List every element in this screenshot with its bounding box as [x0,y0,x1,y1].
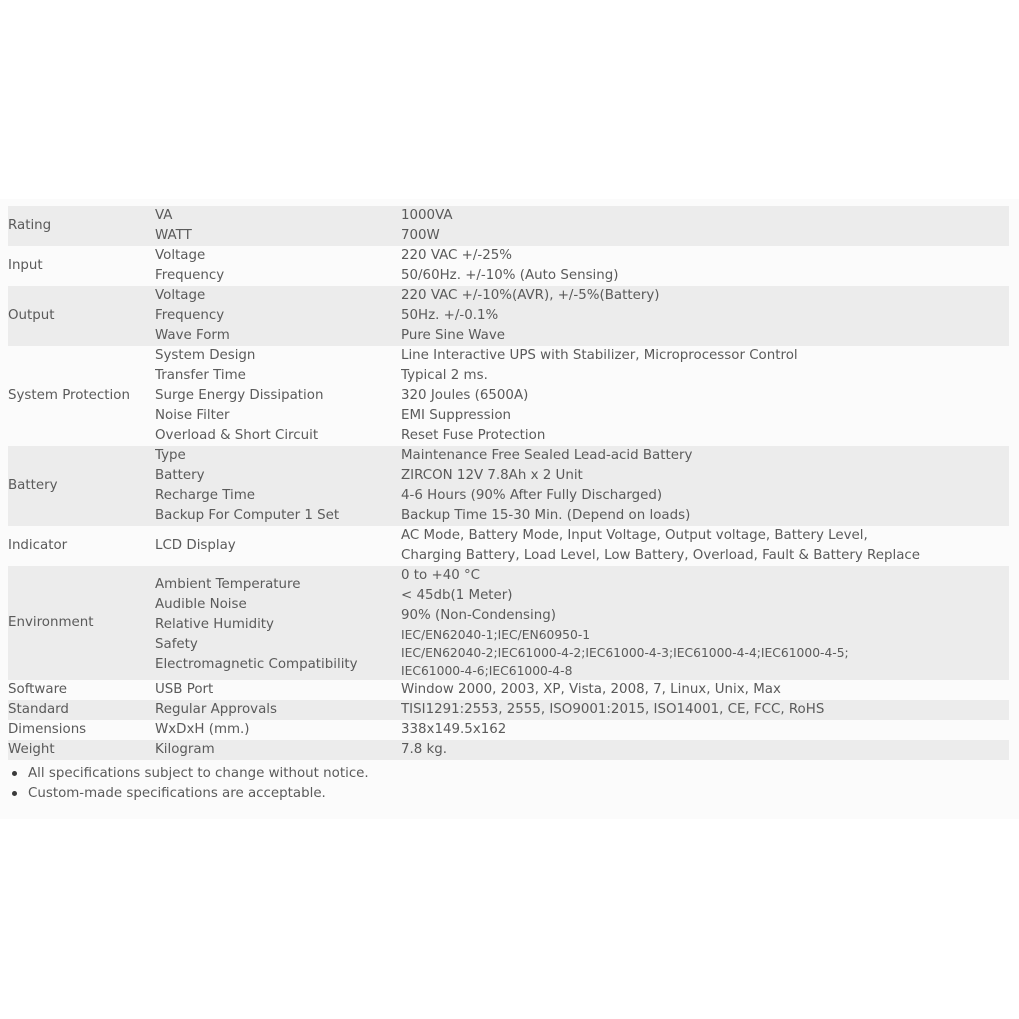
value-label: Window 2000, 2003, XP, Vista, 2008, 7, Linux, Unix, Max [401,682,781,697]
value-label: IEC/EN62040-1;IEC/EN60950-1 [401,628,591,642]
item-label: Wave Form [155,328,230,343]
item-label: Transfer Time [155,368,246,383]
value-label: Backup Time 15-30 Min. (Depend on loads) [401,508,691,523]
item-cell [155,446,401,526]
value-cell [401,206,1009,246]
item-label: Audible Noise [155,596,247,612]
item-label: USB Port [155,682,214,697]
category-label: Environment [8,615,94,630]
category-label: Input [8,258,43,273]
item-label: Frequency [155,268,225,283]
item-label: Recharge Time [155,488,256,503]
value-label: 220 VAC +/-25% [401,248,512,263]
item-cell [155,566,401,680]
table-row [8,526,1009,566]
table-row [8,446,1009,526]
category-cell [8,346,155,446]
environment-items [155,572,401,675]
category-label: Software [8,682,68,697]
value-label: 90% (Non-Condensing) [401,608,556,623]
value-cell [401,526,1009,566]
list-item [8,764,369,784]
table-row [8,566,1009,680]
item-cell [155,700,401,720]
category-cell [8,680,155,700]
value-label: Charging Battery, Load Level, Low Battery, Overload, Fault & Battery Replace [401,548,921,563]
value-cell [401,286,1009,346]
notes-list [8,764,369,804]
bullet-icon [12,771,17,776]
table-row [8,246,1009,286]
list-item [8,784,369,804]
category-label: Indicator [8,538,68,553]
table-row [8,700,1009,720]
item-label: Kilogram [155,742,215,757]
table-row [8,206,1009,246]
item-label: WATT [155,228,192,243]
item-label: Ambient Temperature [155,576,301,592]
value-label: AC Mode, Battery Mode, Input Voltage, Output voltage, Battery Level, [401,528,868,543]
category-label: Battery [8,478,58,493]
note-text: Custom-made specifications are acceptable. [28,786,326,801]
category-cell [8,286,155,346]
table-row [8,720,1009,740]
item-cell [155,740,401,760]
item-cell [155,206,401,246]
value-cell [401,680,1009,700]
value-label: 220 VAC +/-10%(AVR), +/-5%(Battery) [401,288,660,303]
category-cell [8,246,155,286]
value-label: 320 Joules (6500A) [401,388,529,403]
category-cell [8,700,155,720]
item-label: Noise Filter [155,408,230,423]
value-cell [401,446,1009,526]
item-label: Electromagnetic Compatibility [155,656,358,672]
value-cell [401,566,1009,680]
bullet-icon [12,791,17,796]
item-cell [155,720,401,740]
value-cell [401,346,1009,446]
spec-table [8,206,1009,760]
value-label: IEC/EN62040-2;IEC61000-4-2;IEC61000-4-3;IEC61000-4-4;IEC61000-4-5; [401,646,849,660]
item-label: Safety [155,636,198,652]
category-cell [8,566,155,680]
value-cell [401,720,1009,740]
category-label: Standard [8,702,69,717]
item-label: System Design [155,348,256,363]
value-label: 50Hz. +/-0.1% [401,308,499,323]
value-label: Pure Sine Wave [401,328,505,343]
item-cell [155,346,401,446]
item-cell [155,286,401,346]
item-label: Backup For Computer 1 Set [155,508,340,523]
category-cell [8,526,155,566]
item-label: VA [155,208,173,223]
table-row [8,740,1009,760]
value-label: 7.8 kg. [401,742,448,757]
value-label: TISI1291:2553, 2555, ISO9001:2015, ISO14001, CE, FCC, RoHS [401,702,825,717]
item-cell [155,246,401,286]
item-label: Relative Humidity [155,616,274,632]
item-label: Voltage [155,288,206,303]
value-label: IEC61000-4-6;IEC61000-4-8 [401,664,573,678]
value-label: 700W [401,228,440,243]
table-row [8,680,1009,700]
category-label: Weight [8,742,55,757]
item-label: Type [155,448,186,463]
item-cell [155,526,401,566]
category-label: Output [8,308,55,323]
table-row [8,346,1009,446]
value-label: 1000VA [401,208,453,223]
table-row [8,286,1009,346]
item-label: WxDxH (mm.) [155,722,250,737]
category-label: Rating [8,218,52,233]
item-label: Voltage [155,248,206,263]
value-label: 338x149.5x162 [401,722,507,737]
value-label: ZIRCON 12V 7.8Ah x 2 Unit [401,468,583,483]
value-label: < 45db(1 Meter) [401,588,513,603]
category-label: System Protection [8,388,130,403]
value-label: 4-6 Hours (90% After Fully Discharged) [401,488,663,503]
item-label: Frequency [155,308,225,323]
value-label: Typical 2 ms. [401,368,488,383]
category-cell [8,206,155,246]
item-label: Regular Approvals [155,702,278,717]
item-label: LCD Display [155,538,236,553]
category-cell [8,740,155,760]
item-label: Overload & Short Circuit [155,428,319,443]
value-label: EMI Suppression [401,408,512,423]
item-label: Surge Energy Dissipation [155,388,324,403]
value-cell [401,700,1009,720]
value-cell [401,246,1009,286]
category-cell [8,720,155,740]
note-text: All specifications subject to change without notice. [28,766,369,781]
category-cell [8,446,155,526]
category-label: Dimensions [8,722,87,737]
item-label: Battery [155,468,205,483]
item-cell [155,680,401,700]
value-label: 0 to +40 °C [401,568,481,583]
value-label: Reset Fuse Protection [401,428,546,443]
value-cell [401,740,1009,760]
value-label: Line Interactive UPS with Stabilizer, Microprocessor Control [401,348,798,363]
value-label: 50/60Hz. +/-10% (Auto Sensing) [401,268,619,283]
value-label: Maintenance Free Sealed Lead-acid Battery [401,448,693,463]
